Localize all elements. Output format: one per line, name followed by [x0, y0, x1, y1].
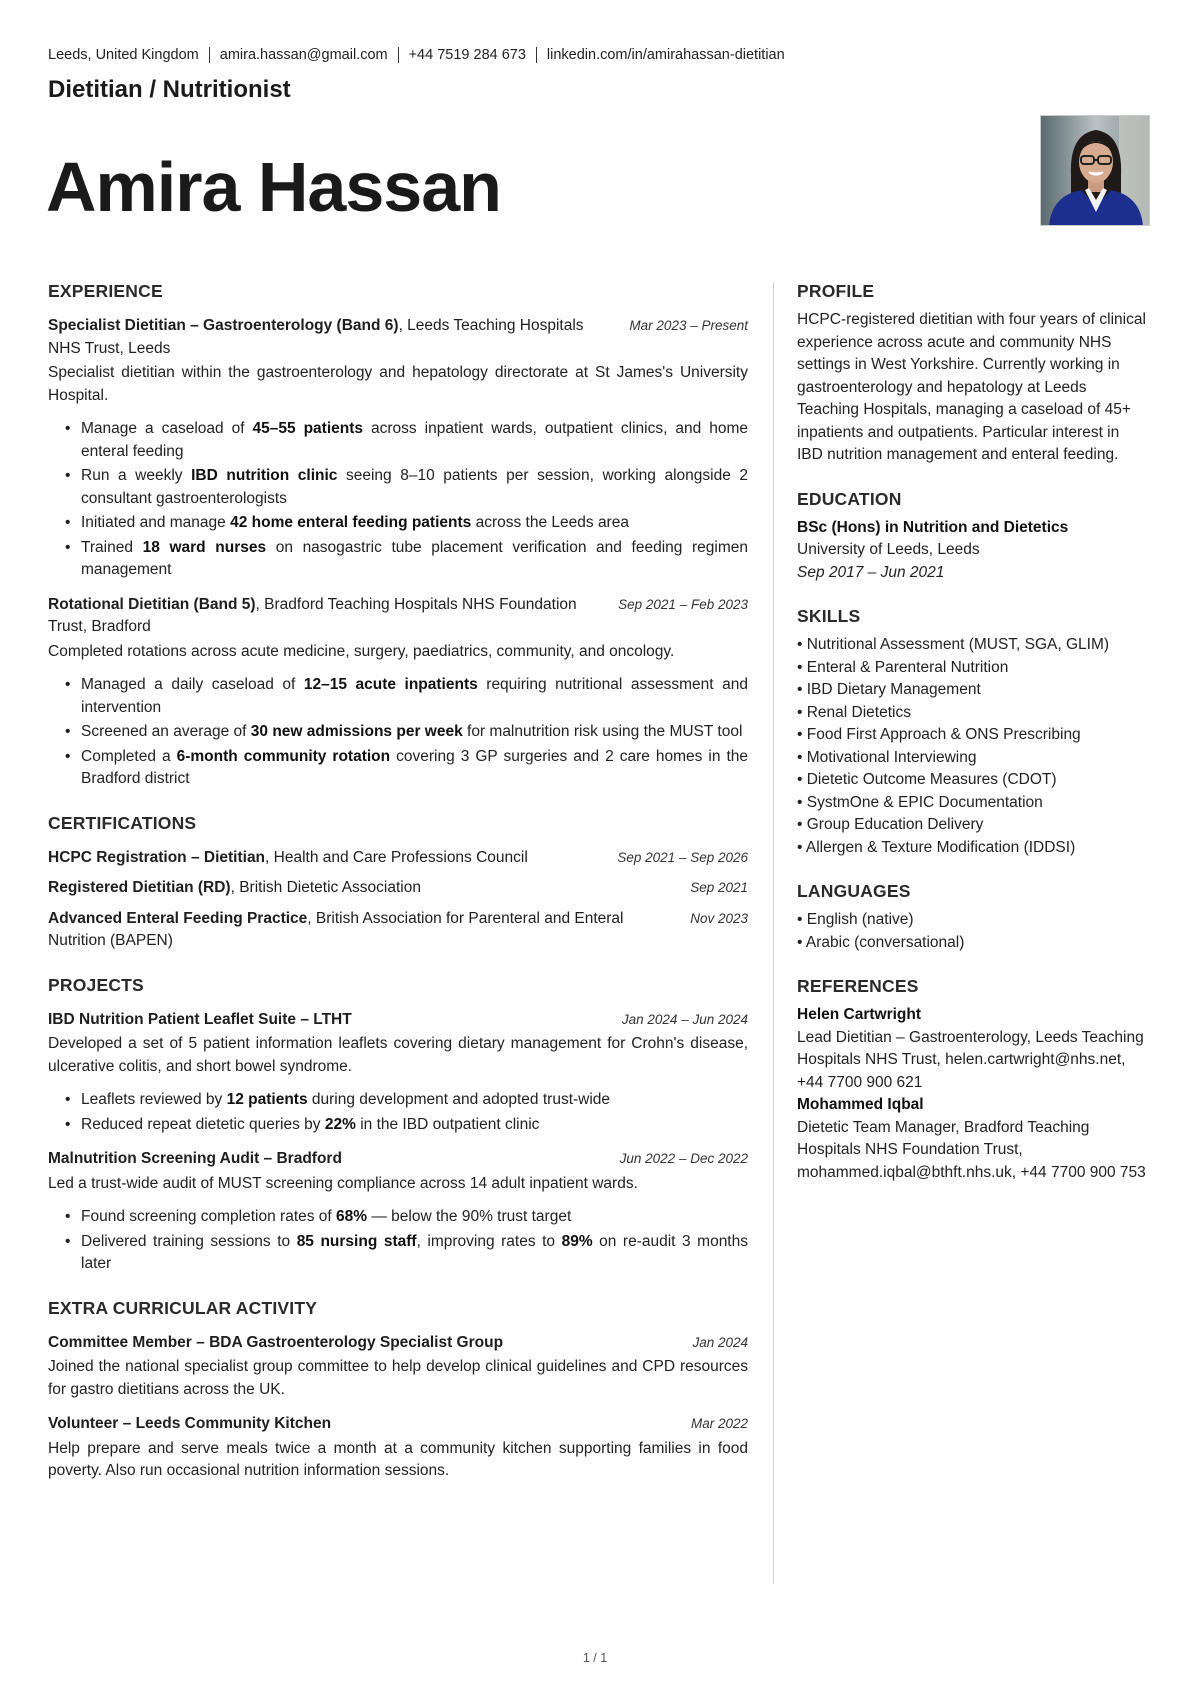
skill-item: • Food First Approach & ONS Prescribing [797, 724, 1147, 747]
contact-phone[interactable]: +44 7519 284 673 [408, 47, 526, 63]
languages-heading: LANGUAGES [797, 881, 911, 901]
certification-item [48, 847, 748, 870]
skill-item: • Dietetic Outcome Measures (CDOT) [797, 769, 1147, 792]
list-item: • Completed a 6-month community rotation covering 3 GP surgeries and 2 care homes in the Bradford district [48, 746, 748, 791]
project-entry [48, 1148, 748, 1276]
job-entry [48, 315, 748, 582]
certification-item [48, 877, 748, 900]
list-item: • Delivered training sessions to 85 nursing staff, improving rates to 89% on re-audit 3 months later [48, 1231, 748, 1276]
activity-date: Mar 2022 [690, 1416, 748, 1431]
experience-heading: EXPERIENCE [48, 281, 163, 301]
reference-name: Helen Cartwright [797, 1006, 922, 1023]
certification-name: HCPC Registration – Dietitian [48, 848, 266, 866]
contact-separator [398, 47, 399, 63]
contact-location: Leeds, United Kingdom [48, 47, 199, 63]
activity-description: Help prepare and serve meals twice a month at a community kitchen supporting families in food poverty. Also run occasional nutrition information sessions. [48, 1439, 748, 1479]
reference-detail: Lead Dietitian – Gastroenterology, Leeds Teaching Hospitals NHS Trust, helen.cartwright@nhs.net, +44 7700 900 621 [797, 1028, 1144, 1091]
job-date: Sep 2021 – Feb 2023 [618, 596, 748, 612]
skill-item: • IBD Dietary Management [797, 679, 1147, 702]
certification-name: Registered Dietitian (RD) [48, 879, 231, 896]
project-name: Malnutrition Screening Audit – Bradford [48, 1150, 342, 1167]
projects-heading: PROJECTS [48, 974, 144, 995]
project-outcomes [48, 1206, 748, 1276]
candidate-name: Amira Hassan [46, 148, 501, 226]
job-achievements [48, 418, 748, 582]
profile-photo [1040, 115, 1150, 226]
profile-heading: PROFILE [797, 281, 875, 301]
activity-name: Volunteer – Leeds Community Kitchen [48, 1415, 332, 1432]
list-item: • Managed a daily caseload of 12–15 acute inpatients requiring nutritional assessment and intervention [48, 674, 748, 719]
job-title [48, 315, 629, 360]
certifications-section [48, 813, 748, 953]
skills-section [797, 606, 1147, 859]
education-section [797, 489, 1147, 585]
experience-section [48, 281, 748, 791]
skill-item: • Renal Dietetics [797, 702, 1147, 725]
list-item: • Leaflets reviewed by 12 patients during development and adopted trust-wide [48, 1089, 748, 1112]
extra-curricular-section [48, 1298, 748, 1483]
job-role: Specialist Dietitian – Gastroenterology (Band 6) [48, 317, 399, 334]
job-entry [48, 594, 748, 791]
skill-item: • Group Education Delivery [797, 814, 1147, 837]
list-item: • Initiated and manage 42 home enteral feeding patients across the Leeds area [48, 512, 748, 535]
activity-name: Committee Member – BDA Gastroenterology Specialist Group [48, 1333, 504, 1351]
project-description: Developed a set of 5 patient information leaflets covering dietary management for Crohn's disease, ulcerative colitis, and short bowel syndrome. [48, 1035, 748, 1075]
job-achievements [48, 674, 748, 791]
job-description: Specialist dietitian within the gastroenterology and hepatology directorate at St James's University Hospital. [48, 364, 748, 404]
list-item: • Found screening completion rates of 68% — below the 90% trust target [48, 1206, 748, 1229]
project-name: IBD Nutrition Patient Leaflet Suite – LTHT [48, 1010, 352, 1028]
certification-item [48, 908, 748, 953]
education-heading: EDUCATION [797, 488, 902, 509]
activity-entry [48, 1413, 748, 1483]
profile-summary: HCPC-registered dietitian with four years of clinical experience across acute and community NHS settings in West Yorkshire. Currently working in gastroenterology and hepatology at Leeds Teaching Hospitals, managing a caseload of 45+ inpatients and outpatients. Particular interest in IBD nutrition management and enteral feeding. [797, 311, 1146, 463]
language-item: • English (native) [797, 909, 1147, 932]
job-employer: , Bradford Teaching Hospitals NHS Foundation Trust, Bradford [48, 595, 577, 635]
contact-linkedin[interactable]: linkedin.com/in/amirahassan-dietitian [546, 47, 785, 63]
reference-name: Mohammed Iqbal [797, 1096, 924, 1113]
right-column [797, 281, 1147, 1206]
project-date: Jan 2024 – Jun 2024 [621, 1011, 748, 1027]
contact-email[interactable]: amira.hassan@gmail.com [219, 47, 388, 63]
job-employer: , Leeds Teaching Hospitals NHS Trust, Leeds [48, 317, 584, 357]
certification-issuer: , Health and Care Professions Council [265, 848, 528, 866]
page-number: 1 / 1 [582, 1651, 608, 1665]
column-divider [773, 282, 774, 1584]
project-description: Led a trust-wide audit of MUST screening compliance across 14 adult inpatient wards. [48, 1174, 638, 1192]
profile-photo-image [1041, 116, 1150, 226]
job-date: Mar 2023 – Present [629, 318, 748, 333]
left-column [48, 281, 748, 1505]
certification-issuer: , British Association for Parenteral and Enteral Nutrition (BAPEN) [48, 909, 624, 949]
projects-section [48, 975, 748, 1276]
education-degree: BSc (Hons) in Nutrition and Dietetics [797, 518, 1069, 536]
languages-list [797, 909, 1147, 954]
project-outcomes [48, 1089, 748, 1136]
list-item: • Run a weekly IBD nutrition clinic seeing 8–10 patients per session, working alongside 2 consultant gastroenterologists [48, 465, 748, 510]
skill-item: • Nutritional Assessment (MUST, SGA, GLIM) [797, 634, 1147, 657]
reference-detail: Dietetic Team Manager, Bradford Teaching Hospitals NHS Foundation Trust, mohammed.iqbal@bthft.nhs.uk, +44 7700 900 753 [797, 1118, 1146, 1181]
job-description: Completed rotations across acute medicine, surgery, paediatrics, community, and oncology. [48, 642, 675, 660]
activity-date: Jan 2024 [692, 1334, 748, 1350]
certification-name: Advanced Enteral Feeding Practice [48, 909, 308, 927]
references-heading: REFERENCES [797, 976, 919, 996]
certification-date: Sep 2021 [690, 880, 748, 895]
activity-entry [48, 1332, 748, 1402]
education-school: University of Leeds, Leeds [797, 541, 980, 558]
certification-date: Nov 2023 [690, 910, 748, 926]
list-item: • Reduced repeat dietetic queries by 22% in the IBD outpatient clinic [48, 1114, 748, 1137]
job-role: Rotational Dietitian (Band 5) [48, 595, 256, 613]
list-item: • Screened an average of 30 new admissions per week for malnutrition risk using the MUST tool [48, 721, 748, 744]
list-item: • Trained 18 ward nurses on nasogastric tube placement verification and feeding regimen management [48, 537, 748, 582]
skills-heading: SKILLS [797, 606, 861, 626]
activity-description: Joined the national specialist group committee to help develop clinical guidelines and CPD resources for gastro dietitians across the UK. [48, 1358, 748, 1398]
skill-item: • Allergen & Texture Modification (IDDSI) [797, 837, 1147, 860]
skills-list [797, 634, 1147, 859]
skill-item: • Enteral & Parenteral Nutrition [797, 657, 1147, 680]
references-section [797, 976, 1147, 1184]
project-date: Jun 2022 – Dec 2022 [619, 1151, 748, 1166]
certification-date: Sep 2021 – Sep 2026 [617, 849, 748, 865]
skill-item: • Motivational Interviewing [797, 747, 1147, 770]
certification-issuer: , British Dietetic Association [230, 879, 421, 896]
extra-curricular-heading: EXTRA CURRICULAR ACTIVITY [48, 1297, 318, 1318]
certifications-heading: CERTIFICATIONS [48, 812, 197, 833]
contact-separator [209, 47, 210, 63]
job-title [48, 594, 618, 639]
language-item: • Arabic (conversational) [797, 932, 1147, 955]
education-dates: Sep 2017 – Jun 2021 [797, 563, 945, 581]
list-item: • Manage a caseload of 45–55 patients across inpatient wards, outpatient clinics, and home enteral feeding [48, 418, 748, 463]
contact-line [48, 47, 785, 63]
skill-item: • SystmOne & EPIC Documentation [797, 792, 1147, 815]
role-title: Dietitian / Nutritionist [48, 76, 291, 103]
languages-section [797, 881, 1147, 954]
project-entry [48, 1009, 748, 1137]
contact-separator [536, 47, 537, 63]
profile-section [797, 281, 1147, 467]
